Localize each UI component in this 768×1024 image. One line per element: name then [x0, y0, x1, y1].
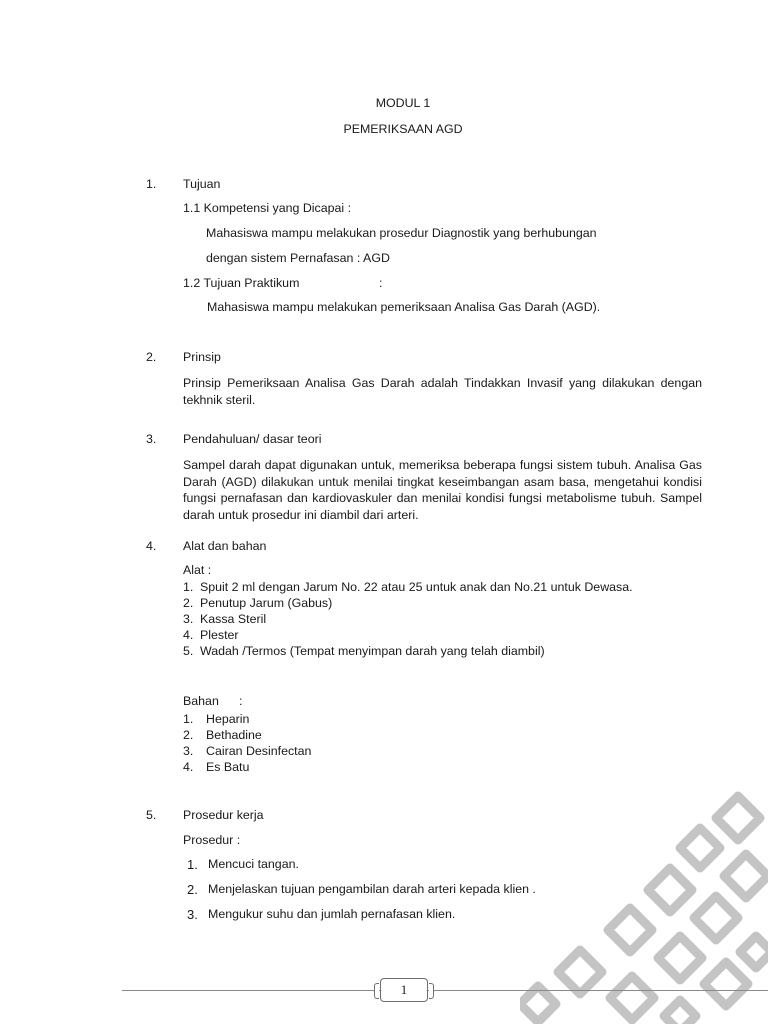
procedure-label: Prosedur : — [183, 833, 241, 847]
module-subtitle: PEMERIKSAAN AGD — [343, 122, 463, 136]
tools-list — [183, 579, 633, 659]
list-item: 1. Spuit 2 ml dengan Jarum No. 22 atau 25 untuk anak dan No.21 untuk Dewasa. — [183, 580, 633, 594]
section-1-number: 1. — [146, 177, 157, 191]
competency-label: 1.1 Kompetensi yang Dicapai : — [183, 201, 352, 215]
materials-colon: : — [239, 694, 243, 708]
section-4-heading: Alat dan bahan — [183, 539, 267, 553]
materials-label: Bahan — [183, 694, 219, 708]
list-item: 1. Mencuci tangan. — [187, 857, 299, 872]
list-item: 2. Bethadine — [183, 728, 262, 742]
tools-label: Alat : — [183, 563, 212, 577]
section-2-heading: Prinsip — [183, 350, 221, 364]
section-4-number: 4. — [146, 539, 157, 553]
footer-rule — [122, 990, 768, 991]
corner-ornament-icon — [520, 786, 768, 1024]
section-3-heading: Pendahuluan/ dasar teori — [183, 432, 322, 446]
section-5-heading: Prosedur kerja — [183, 808, 264, 822]
list-item: 3. Mengukur suhu dan jumlah pernafasan klien. — [187, 907, 456, 922]
competency-text-line1: Mahasiswa mampu melakukan prosedur Diagnostik yang berhubungan — [206, 226, 597, 240]
list-item: 4. Es Batu — [183, 760, 250, 774]
practicum-goal-colon: : — [379, 276, 383, 290]
section-3-number: 3. — [146, 432, 157, 446]
competency-text-line2: dengan sistem Pernafasan : AGD — [206, 251, 390, 265]
theory-paragraph: Sampel darah dapat digunakan untuk, memeriksa beberapa fungsi sistem tubuh. Analisa Gas Darah (AGD) dilakukan untuk menilai tingkat keseimbangan asam basa, mengetahui kondisi fungsi pernafasan dan kardiovaskuler dan menilai kondisi fungsi metabolisme tubuh. Sampel darah untuk prosedur ini diambil dari arteri. — [183, 458, 702, 522]
list-item: 3. Cairan Desinfectan — [183, 744, 312, 758]
list-item: 2. Menjelaskan tujuan pengambilan darah arteri kepada klien . — [187, 882, 536, 897]
page-number: 1 — [380, 978, 428, 1002]
section-5-number: 5. — [146, 808, 157, 822]
practicum-goal-label: 1.2 Tujuan Praktikum — [183, 276, 300, 290]
procedure-steps — [187, 857, 536, 932]
section-2-number: 2. — [146, 350, 157, 364]
practicum-goal-text: Mahasiswa mampu melakukan pemeriksaan Analisa Gas Darah (AGD). — [207, 300, 601, 314]
list-item: 5. Wadah /Termos (Tempat menyimpan darah yang telah diambil) — [183, 644, 545, 658]
list-item: 1. Heparin — [183, 712, 250, 726]
principle-paragraph: Prinsip Pemeriksaan Analisa Gas Darah adalah Tindakkan Invasif yang dilakukan dengan tekhnik steril. — [183, 376, 702, 407]
list-item: 4. Plester — [183, 628, 239, 642]
list-item: 2. Penutup Jarum (Gabus) — [183, 596, 333, 610]
list-item: 3. Kassa Steril — [183, 612, 267, 626]
module-title: MODUL 1 — [375, 96, 431, 110]
materials-list — [183, 711, 311, 775]
section-1-heading: Tujuan — [183, 177, 221, 191]
